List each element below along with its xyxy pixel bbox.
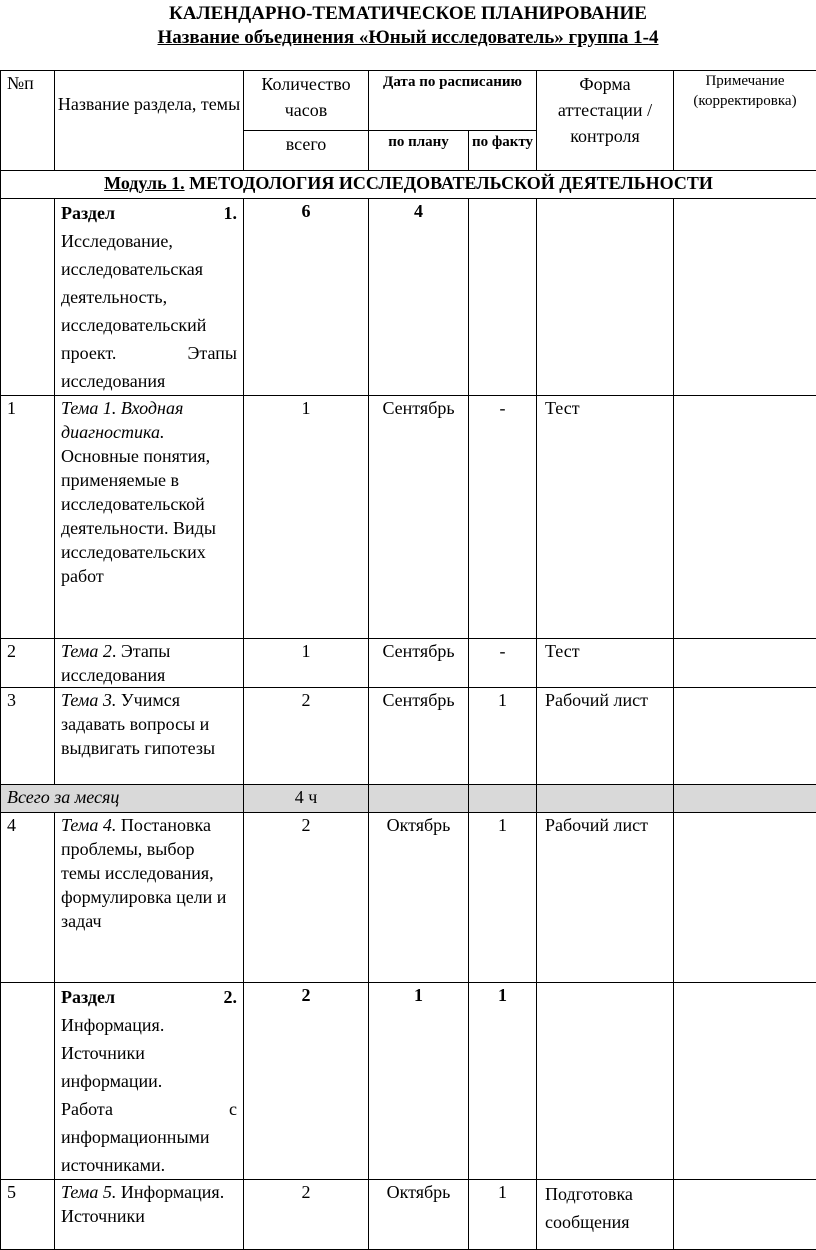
row-hours: 1	[244, 396, 369, 639]
row-form: Рабочий лист	[537, 688, 674, 785]
row-topic: Тема 1. Входная диагностика. Основные понятия, применяемые в исследовательской деятельности. Виды исследовательских работ	[55, 396, 244, 639]
row-note	[674, 1180, 816, 1250]
row-note	[674, 396, 816, 639]
month-total-note	[674, 785, 816, 813]
row-form: Рабочий лист	[537, 813, 674, 983]
header-form: Форма аттестации /контроля	[537, 71, 674, 171]
row-form: Подготовка сообщения	[537, 1180, 674, 1250]
page-title: КАЛЕНДАРНО-ТЕМАТИЧЕСКОЕ ПЛАНИРОВАНИЕ	[0, 3, 816, 25]
month-total-fact	[469, 785, 537, 813]
module-row: Модуль 1. МЕТОДОЛОГИЯ ИССЛЕДОВАТЕЛЬСКОЙ ДЕЯТЕЛЬНОСТИ	[1, 171, 816, 199]
page-subtitle: Название объединения «Юный исследователь» группа 1-4	[0, 27, 816, 49]
section-2-plan: 1	[369, 983, 469, 1180]
row-num: 5	[1, 1180, 55, 1250]
row-fact: 1	[469, 813, 537, 983]
section-2-hours: 2	[244, 983, 369, 1180]
row-fact: -	[469, 396, 537, 639]
month-total-value: 4 ч	[244, 785, 369, 813]
section-2-title: Раздел 2. Информация. Источники информации. Работа с информационными источниками.	[55, 983, 244, 1180]
row-num: 3	[1, 688, 55, 785]
section-1-title: Раздел 1. Исследование, исследовательская деятельность, исследовательский проект. Этапы исследования	[55, 199, 244, 396]
row-hours: 1	[244, 639, 369, 688]
month-total-form	[537, 785, 674, 813]
month-total-plan	[369, 785, 469, 813]
section-1-form	[537, 199, 674, 396]
header-hours: Количество часов	[244, 71, 369, 131]
row-fact: 1	[469, 1180, 537, 1250]
row-num: 4	[1, 813, 55, 983]
row-plan: Октябрь	[369, 813, 469, 983]
row-plan: Сентябрь	[369, 688, 469, 785]
row-plan: Октябрь	[369, 1180, 469, 1250]
row-topic: Тема 3. Учимся задавать вопросы и выдвигать гипотезы	[55, 688, 244, 785]
row-note	[674, 639, 816, 688]
header-fact: по факту	[469, 131, 537, 171]
section-1-plan: 4	[369, 199, 469, 396]
section-2-note	[674, 983, 816, 1180]
row-hours: 2	[244, 688, 369, 785]
row-hours: 2	[244, 1180, 369, 1250]
row-topic: Тема 2. Этапы исследования	[55, 639, 244, 688]
header-total: всего	[244, 131, 369, 171]
section-1-hours: 6	[244, 199, 369, 396]
section-1-fact	[469, 199, 537, 396]
section-num	[1, 199, 55, 396]
month-total-label: Всего за месяц	[1, 785, 244, 813]
header-num: №п	[1, 71, 55, 171]
row-note	[674, 813, 816, 983]
row-topic: Тема 4. Постановка проблемы, выбор темы исследования, формулировка цели и задач	[55, 813, 244, 983]
row-form: Тест	[537, 396, 674, 639]
row-fact: 1	[469, 688, 537, 785]
row-num: 1	[1, 396, 55, 639]
row-form: Тест	[537, 639, 674, 688]
row-topic: Тема 5. Информация. Источники	[55, 1180, 244, 1250]
row-num: 2	[1, 639, 55, 688]
header-name: Название раздела, темы	[55, 71, 244, 171]
header-date: Дата по расписанию	[369, 71, 537, 131]
section-2-form	[537, 983, 674, 1180]
section-num	[1, 983, 55, 1180]
planning-table	[0, 70, 816, 1250]
row-fact: -	[469, 639, 537, 688]
section-1-note	[674, 199, 816, 396]
row-plan: Сентябрь	[369, 639, 469, 688]
section-2-fact: 1	[469, 983, 537, 1180]
row-note	[674, 688, 816, 785]
row-hours: 2	[244, 813, 369, 983]
header-note: Примечание (корректировка)	[674, 71, 816, 171]
header-plan: по плану	[369, 131, 469, 171]
row-plan: Сентябрь	[369, 396, 469, 639]
